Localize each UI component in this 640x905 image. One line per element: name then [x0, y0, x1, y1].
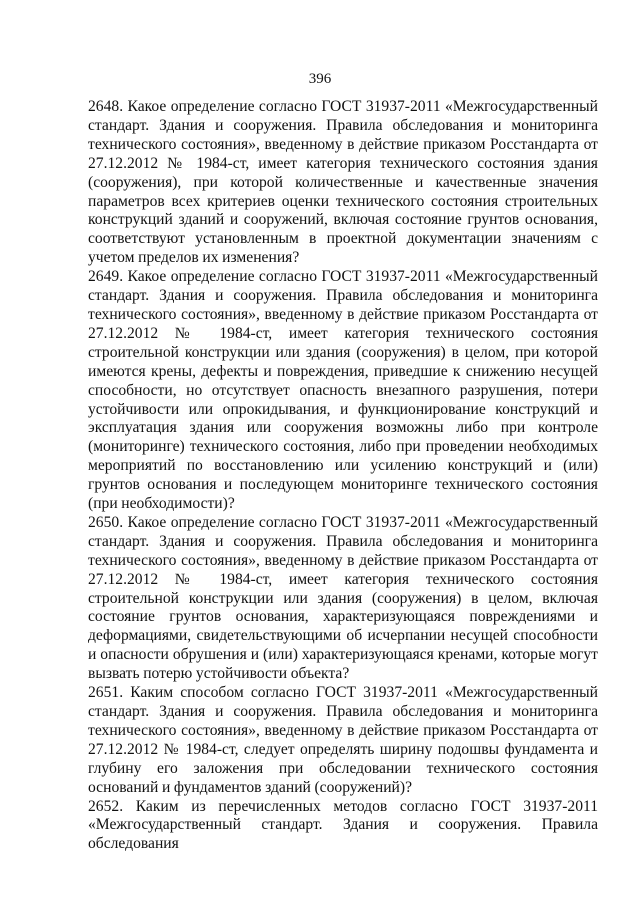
question-2648	[88, 98, 598, 268]
question-number: 2648.	[88, 98, 124, 115]
question-2650	[88, 514, 598, 684]
question-2651	[88, 684, 598, 797]
question-2649	[88, 268, 598, 514]
question-number: 2649.	[88, 268, 124, 286]
question-number: 2652.	[88, 797, 124, 815]
question-number: 2650.	[88, 513, 124, 531]
question-text: Какое определение согласно ГОСТ 31937-2011 «Межгосударственный стандарт. Здания и сооружения. Правила обследования и мониторинга технического состояния», введенному в действие приказом Росстандарта от 27.12.2012 № 1984-ст, имеет категория технического состояния строительной конструкции или здания (сооружения) в целом, включая состояние грунтов основания, характеризующаяся повреждениями и деформациями, свидетельствующими об исчерпании несущей способности и опасности обрушения и (или) характеризующаяся кренами, которые могут вызвать потерю устойчивости объекта?	[88, 513, 598, 683]
page-number: 396	[308, 71, 332, 87]
question-text: Какое определение согласно ГОСТ 31937-2011 «Межгосударственный стандарт. Здания и сооружения. Правила обследования и мониторинга технического состояния», введенному в действие приказом Росстандарта от 27.12.2012 № 1984-ст, имеет категория технического состояния здания (сооружения), при которой количественные и качественные значения параметров всех критериев оценки технического состояния строительных конструкций зданий и сооружений, включая состояние грунтов основания, соответствуют установленным в проектной документации значениям с учетом пределов их изменения?	[88, 98, 598, 267]
question-number: 2651.	[88, 684, 124, 702]
question-text: Каким из перечисленных методов согласно ГОСТ 31937-2011 «Межгосударственный стандарт. Здания и сооружения. Правила обследования	[88, 797, 598, 853]
question-text: Каким способом согласно ГОСТ 31937-2011 «Межгосударственный стандарт. Здания и сооружения. Правила обследования и мониторинга технического состояния», введенному в действие приказом Росстандарта от 27.12.2012 № 1984-ст, следует определять ширину подошвы фундамента и глубину его заложения при обследовании технического состояния оснований и фундаментов зданий (сооружений)?	[88, 684, 598, 796]
question-2652	[88, 798, 598, 855]
question-text: Какое определение согласно ГОСТ 31937-2011 «Межгосударственный стандарт. Здания и сооружения. Правила обследования и мониторинга технического состояния», введенному в действие приказом Росстандарта от 27.12.2012 № 1984-ст, имеет категория технического состояния строительной конструкции или здания (сооружения) в целом, при которой имеются крены, дефекты и повреждения, приведшие к снижению несущей способности, но отсутствует опасность внезапного разрушения, потери устойчивости или опрокидывания, и функционирование конструкций и эксплуатация здания или сооружения возможны либо при контроле (мониторинге) технического состояния, либо при проведении необходимых мероприятий по восстановлению или усилению конструкций и (или) грунтов основания и последующем мониторинге технического состояния (при необходимости)?	[88, 268, 598, 513]
questions-list	[88, 98, 598, 854]
